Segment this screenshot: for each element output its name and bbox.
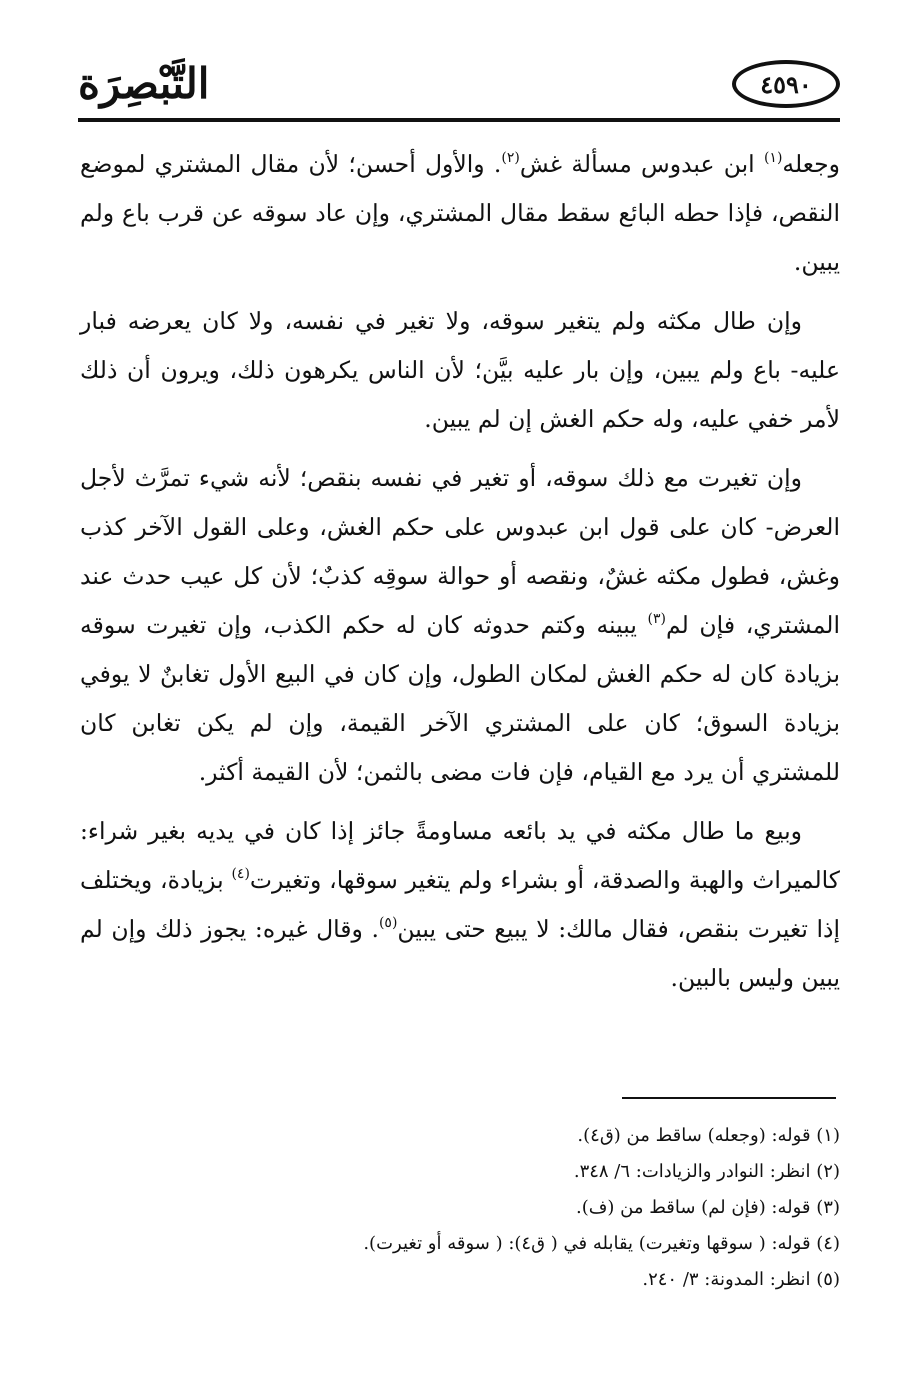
footnote-marker: (٤) [231, 866, 250, 882]
text-segment: يبينه وكتم حدوثه كان له حكم الكذب، وإن تغيرت سوقه بزيادة كان له حكم الغش لمكان الطول، وإن كان في البيع الأول تغابنٌ لا يوفي بزيادة السوق؛ كان على المشتري الآخر القيمة، وإن لم يكن تغابن كان للمشتري أن يرد مع القيام، فإن فات مضى بالثمن؛ لأن القيمة أكثر. [80, 611, 840, 786]
footnote-2: (٢) انظر: النوادر والزيادات: ٦/ ٣٤٨. [573, 1161, 840, 1182]
footnote-divider [622, 1097, 836, 1099]
footnote-4: (٤) قوله: ( سوقها وتغيرت) يقابله في ( ق٤): ( سوقه أو تغيرت). [363, 1233, 840, 1254]
footnote-5: (٥) انظر: المدونة: ٣/ ٢٤٠. [642, 1269, 840, 1290]
main-text [80, 140, 840, 1013]
header-divider [78, 118, 840, 122]
page-header [78, 50, 840, 130]
text-segment: وجعله [782, 150, 841, 178]
page-number: ٤٥٩٠ [760, 69, 812, 99]
text-segment: . والأول أحسن؛ لأن مقال المشتري لموضع النقص، فإذا حطه البائع سقط مقال المشتري، وإن عاد سوقه عن قرب باع ولم يبين. [80, 150, 840, 276]
book-title: التَّبْصِرَة [78, 59, 210, 108]
paragraph-3 [80, 454, 840, 797]
footnotes [80, 1118, 840, 1298]
text-segment: بزيادة، ويختلف إذا تغيرت بنقص، فقال مالك: لا يبيع حتى يبين [80, 866, 840, 943]
text-segment: . وقال غيره: يجوز ذلك وإن لم يبين وليس بالبين. [80, 915, 840, 992]
text-segment: وإن طال مكثه ولم يتغير سوقه، ولا تغير في نفسه، ولا كان يعرضه فبار عليه- باع ولم يبين، وإن بار عليه بيَّن؛ لأن الناس يكرهون ذلك، ويرون أن ذلك لأمر خفي عليه، وله حكم الغش إن لم يبين. [80, 307, 840, 433]
footnote-marker: (٣) [647, 611, 666, 627]
footnote-1: (١) قوله: (وجعله) ساقط من (ق٤). [577, 1125, 840, 1146]
text-segment: ابن عبدوس مسألة غش [519, 150, 764, 178]
text-segment: وبيع ما طال مكثه في يد بائعه مساومةً جائز إذا كان في يديه بغير شراء: كالميراث والهبة والصدقة، أو بشراء ولم يتغير سوقها، وتغيرت [80, 817, 840, 894]
text-segment: وإن تغيرت مع ذلك سوقه، أو تغير في نفسه بنقص؛ لأنه شيء تمرَّث لأجل العرض- كان على قول ابن عبدوس على حكم الغش، وعلى القول الآخر كذب وغش، فطول مكثه غشٌ، ونقصه أو حوالة سوقِه كذبٌ؛ لأن كل عيب حدث عند المشتري، فإن لم [80, 464, 840, 639]
footnote-marker: (٥) [378, 915, 398, 931]
page-number-badge [732, 60, 840, 108]
paragraph-2 [80, 297, 840, 444]
paragraph-1 [80, 140, 840, 287]
footnote-marker: (١) [763, 150, 783, 166]
paragraph-4 [80, 807, 840, 1003]
footnote-3: (٣) قوله: (فإن لم) ساقط من (ف). [575, 1197, 840, 1218]
footnote-marker: (٢) [501, 150, 520, 166]
